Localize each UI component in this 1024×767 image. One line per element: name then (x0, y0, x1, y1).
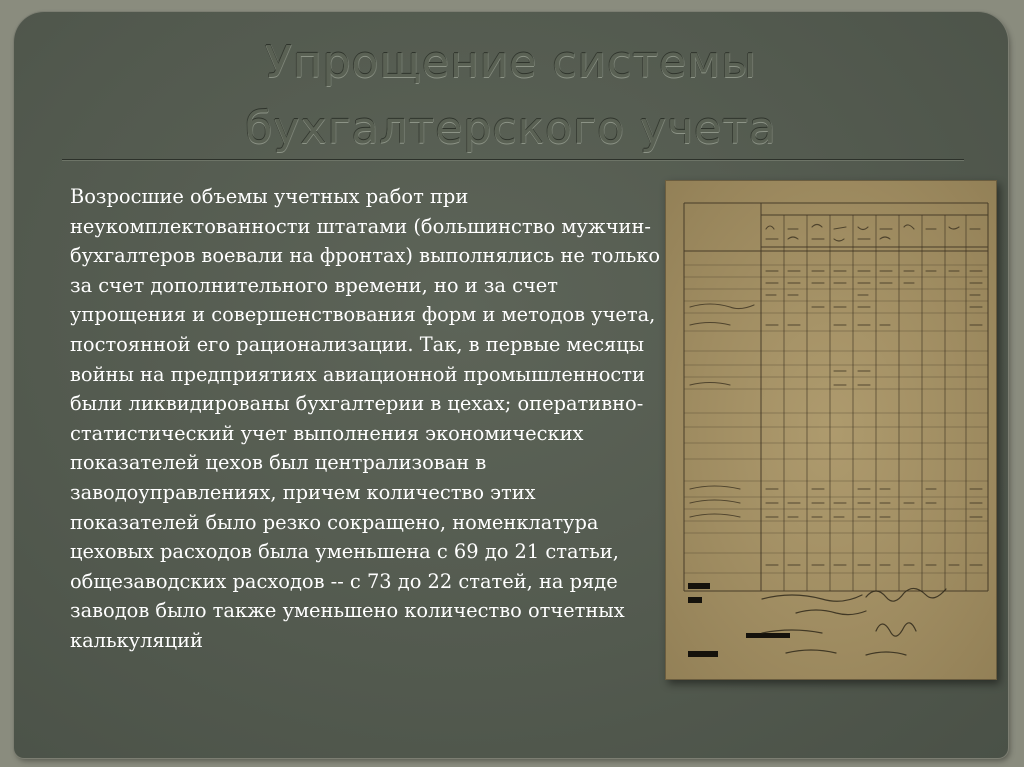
title-line-1: Упрощение системы (265, 37, 757, 88)
title-line-2: бухгалтерского учета (245, 103, 777, 154)
body-paragraph: Возросшие объемы учетных работ при неукомплектованности штатами (большинство мужчин-бухгалтеров воевали на фронтах) выполнялись не только за счет дополнительного времени, но и за счет упрощения и совершенствования форм и методов учета, постоянной его рационализации. Так, в первые месяцы войны на предприятиях авиационной промышленности были ликвидированы бухгалтерии в цехах; оперативно-статистический учет выполнения экономических показателей цехов был централизован в заводоуправлениях, причем количество этих показателей было резко сокращено, номенклатура цеховых расходов была уменьшена с 69 до 21 статьи, общезаводских расходов -- с 73 до 22 статей, на ряде заводов было также уменьшено количество отчетных калькуляций (70, 185, 661, 652)
archival-ledger-photo (665, 180, 997, 680)
slide (14, 12, 1008, 758)
ledger-table-drawing (666, 181, 996, 679)
page-title (14, 30, 1008, 162)
title-divider (62, 159, 964, 161)
